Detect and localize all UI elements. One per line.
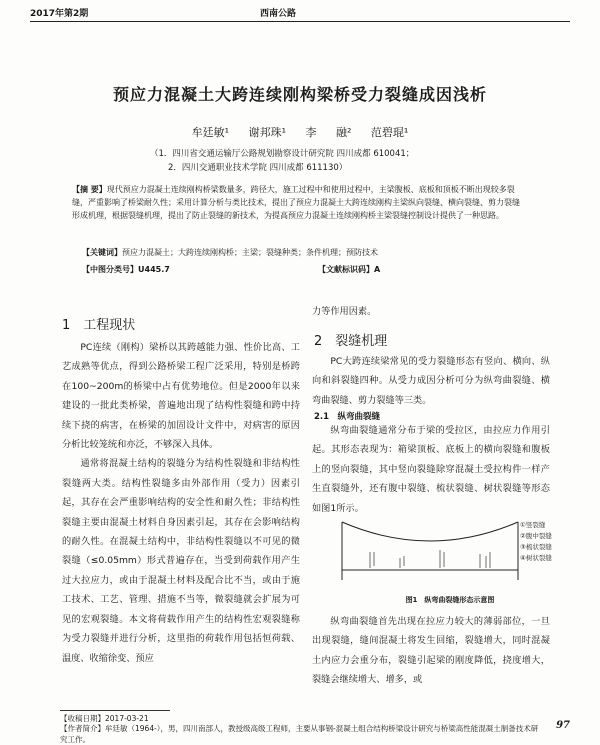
section-2-after-figure-text: 纵弯曲裂缝首先出现在拉应力较大的薄弱部位，一旦出现裂缝，缝间混凝土将发生回缩，裂缝增大，同时混凝土内应力会重分布，裂缝引起梁的刚度降低，挠度增大，裂缝会继续增大、增多，或 — [312, 616, 550, 686]
header-rule — [30, 21, 570, 22]
section-2-heading: 2 裂缝机理 — [314, 334, 388, 349]
figure-1-caption: 图1 纵弯曲裂缝形态示意图 — [405, 596, 495, 604]
footnote-received-date: 【收稿日期】2017-03-21 — [60, 714, 149, 723]
document-code-label: 【文献标识码】 — [318, 265, 374, 274]
subsection-2-1-body — [312, 421, 550, 518]
affiliation-1: （1．四川省交通运输厅公路规划勘察设计研究院 四川成都 610041； — [150, 149, 415, 159]
running-header-issue: 2017年第2期 — [30, 9, 89, 19]
figure-1-legend-4: ④树状裂缝 — [520, 554, 552, 562]
figure-1-crack-marks — [370, 550, 490, 568]
section-2-intro — [312, 352, 550, 410]
document-code-value: A — [374, 265, 381, 274]
section-1-heading: 1 工程现状 — [62, 318, 136, 333]
running-header-journal: 西南公路 — [260, 9, 297, 19]
page-number: 97 — [556, 720, 570, 731]
abstract-text: 现代预应力混凝土连续刚构桥梁数量多，跨径大，施工过程中和使用过程中，主梁腹板、底板和顶板不断出现较多裂缝，严重影响了桥梁耐久性；采用计算分析与类比技术，提出了预应力混凝土大跨连续刚构主梁纵向裂缝、横向裂缝、剪力裂缝形成机理，根据裂缝机理，提出了防止裂缝的新技术，为提高预应力混凝土连续刚构桥主梁裂缝控制设计提供了一种思路。 — [72, 185, 520, 220]
section-2-continued — [312, 612, 550, 690]
abstract-block — [72, 183, 527, 222]
footnote-author-bio: 【作者简介】牟廷敏（1964-），男，四川南部人，教授级高级工程师，主要从事钢-混凝土组合结构桥梁设计研究与桥梁高性能混凝土制备技术研究工作。 — [60, 724, 539, 744]
section-1-paragraph: 通常将混凝土结构的裂缝分为结构性裂缝和非结构性裂缝两大类。结构性裂缝多由外部作用（受力）因素引起，其存在会严重影响结构的安全性和耐久性；非结构性裂缝主要由混凝土材料自身因素引起，其存在会影响结构的耐久性。在混凝土结构中，非结构性裂缝以不可见的微裂缝（≤0.05mm）形式普遍存在，当受到荷载作用产生过大拉应力，或由于混凝土材料及配合比不当，或由于施工技术、工艺、管理、措施不当等，微裂缝就会扩展为可见的宏观裂缝。本文将荷载作用产生的结构性宏观裂缝称为受力裂缝并进行分析，这里指的荷载作用包括恒荷载、温度、收缩徐变、预应 — [62, 458, 300, 664]
figure-1-beam — [342, 522, 518, 580]
affiliation-2: 2．四川交通职业技术学院 四川成都 611130） — [168, 163, 348, 173]
figure-1-legend-2: ②腹中裂缝 — [520, 532, 552, 540]
keywords-text: 预应力混凝土；大跨连续刚构桥；主梁；裂缝种类；条件机理；预防技术 — [122, 248, 378, 257]
keywords-block — [82, 247, 522, 258]
document-code — [318, 264, 380, 275]
author-list: 牟廷敏¹ 谢邦珠¹ 李 融² 范碧琨¹ — [191, 126, 409, 139]
figure-1-diagram — [340, 512, 520, 584]
figure-1-legend-1: ①竖裂缝 — [520, 521, 546, 529]
subsection-2-1-text: 纵弯曲裂缝通常分布于梁的受拉区，由拉应力作用引起。其形态表现为：箱梁顶板、底板上的横向裂缝和腹板上的竖向裂缝，其中竖向裂缝除穿混凝土受拉构件一样产生直裂缝外，还有腹中裂缝、梳状裂缝、树状裂缝等形态如图1所示。 — [312, 425, 550, 514]
paper-title: 预应力混凝土大跨连续刚构梁桥受力裂缝成因浅析 — [112, 85, 487, 104]
subsection-2-1-heading: 2.1 纵弯曲裂缝 — [314, 412, 381, 422]
section-2-intro-text: PC大跨连续梁常见的受力裂缝形态有竖向、横向、纵向和斜裂缝四种。从受力成因分析可分为纵弯曲裂缝、横弯曲裂缝、剪力裂缝等三类。 — [312, 356, 550, 406]
classification-label: 【中图分类号】 — [82, 265, 138, 274]
classification-number — [82, 264, 170, 275]
section-1-paragraph: PC连续（刚构）梁桥以其跨越能力强、性价比高、工艺成熟等优点，得到公路桥梁工程广泛采用，特别是桥跨在100~200m的桥梁中占有优势地位。但是2000年以来建设的一批此类桥梁，普遍地出现了结构性裂缝和跨中持续下挠的病害，在桥梁的加固设计文件中，对病害的原因分析比较笼统和亦泛，不够深入具体。 — [62, 342, 300, 451]
keywords-label: 【关键词】 — [82, 248, 122, 257]
classification-value: U445.7 — [138, 265, 170, 274]
col2-continued: 力等作用因素。 — [312, 306, 377, 317]
footnote-rule — [60, 710, 170, 711]
section-1-body — [62, 338, 300, 668]
figure-1-legend-3: ③梳状裂缝 — [520, 543, 552, 551]
abstract-label: 【摘 要】 — [72, 185, 107, 194]
